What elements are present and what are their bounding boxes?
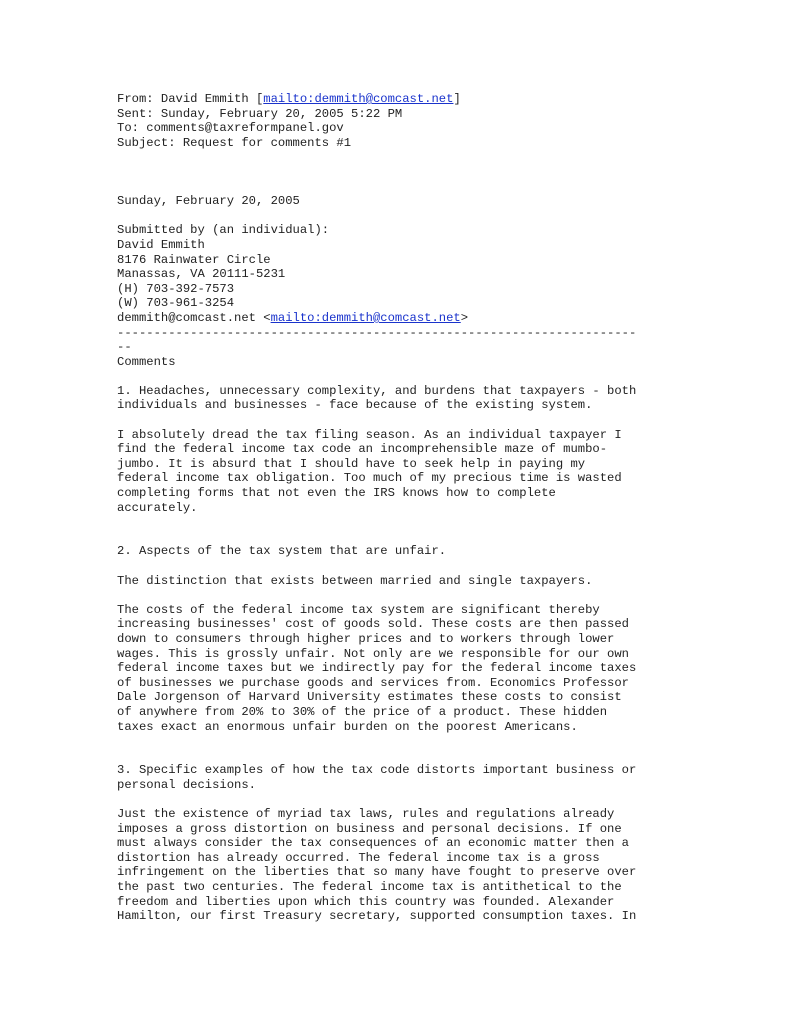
section-1-heading-line: 1. Headaches, unnecessary complexity, and burdens that taxpayers - both — [117, 383, 637, 398]
email-header — [117, 92, 757, 150]
section-2-para2-line: increasing businesses' cost of goods sold. These costs are then passed — [117, 617, 629, 632]
section-2 — [117, 544, 757, 734]
section-2-para1-line: The distinction that exists between married and single taxpayers. — [117, 573, 593, 588]
section-1-body-line: federal income tax obligation. Too much of my precious time is wasted — [117, 471, 622, 486]
section-2-para2-line: wages. This is grossly unfair. Not only are we responsible for our own — [117, 646, 629, 661]
section-2-heading-line: 2. Aspects of the tax system that are unfair. — [117, 544, 447, 559]
section-3-body-line: imposes a gross distortion on business and personal decisions. If one — [117, 821, 622, 836]
section-2-para2-line: Dale Jorgenson of Harvard University estimates these costs to consist — [117, 690, 622, 705]
date-line: Sunday, February 20, 2005 — [117, 194, 300, 209]
submitter-work-phone: (W) 703-961-3254 — [117, 296, 235, 311]
submitter-email-line: demmith@comcast.net <mailto:demmith@comcast.net> — [117, 310, 469, 325]
section-1-body-line: completing forms that not even the IRS knows how to complete — [117, 486, 556, 501]
submitter-home-phone: (H) 703-392-7573 — [117, 281, 235, 296]
section-3-body-line: must always consider the tax consequences of an economic matter then a — [117, 836, 629, 851]
from-email-link[interactable]: mailto:demmith@comcast.net — [263, 92, 454, 106]
from-line: From: David Emmith [mailto:demmith@comcast.net] — [117, 92, 461, 106]
submitter-street: 8176 Rainwater Circle — [117, 252, 271, 267]
submitter-block — [117, 223, 757, 325]
section-1-body-line: I absolutely dread the tax filing season. As an individual taxpayer I — [117, 427, 622, 442]
section-1 — [117, 384, 757, 515]
section-1-body-line: accurately. — [117, 500, 198, 515]
comments-heading: Comments — [117, 354, 176, 369]
section-3-heading-line: personal decisions. — [117, 777, 256, 792]
section-3-body-line: infringement on the liberties that so many have fought to preserve over — [117, 865, 637, 880]
submitter-label: Submitted by (an individual): — [117, 223, 330, 238]
section-2-para2-line: The costs of the federal income tax system are significant thereby — [117, 602, 600, 617]
section-2-para2-line: taxes exact an enormous unfair burden on the poorest Americans. — [117, 719, 578, 734]
email-document — [117, 92, 757, 924]
submitter-city: Manassas, VA 20111-5231 — [117, 267, 286, 282]
section-2-para2-line: down to consumers through higher prices and to workers through lower — [117, 631, 615, 646]
section-3-body-line: distortion has already occurred. The federal income tax is a gross — [117, 850, 600, 865]
section-2-para2-line: of anywhere from 20% to 30% of the price of a product. These hidden — [117, 704, 608, 719]
separator-wrap: -- — [117, 340, 132, 355]
section-1-body-line: find the federal income tax code an incomprehensible maze of mumbo- — [117, 442, 608, 457]
section-2-para2-line: federal income taxes but we indirectly pay for the federal income taxes — [117, 661, 637, 676]
section-3-body-line: Hamilton, our first Treasury secretary, supported consumption taxes. In — [117, 909, 637, 924]
sent-line: Sent: Sunday, February 20, 2005 5:22 PM — [117, 106, 403, 121]
submitter-email-link[interactable]: mailto:demmith@comcast.net — [270, 310, 461, 325]
section-1-body-line: jumbo. It is absurd that I should have to seek help in paying my — [117, 456, 586, 471]
section-2-para2-line: of businesses we purchase goods and services from. Economics Professor — [117, 675, 629, 690]
section-3-body-line: freedom and liberties upon which this country was founded. Alexander — [117, 894, 615, 909]
to-line: To: comments@taxreformpanel.gov — [117, 121, 344, 136]
section-3-heading-line: 3. Specific examples of how the tax code distorts important business or — [117, 763, 637, 778]
section-3-body-line: the past two centuries. The federal income tax is antithetical to the — [117, 880, 622, 895]
separator-line: ----------------------------------------------------------------------- — [117, 325, 637, 340]
section-1-heading-line: individuals and businesses - face because of the existing system. — [117, 398, 593, 413]
section-3-body-line: Just the existence of myriad tax laws, rules and regulations already — [117, 807, 615, 822]
submitter-name: David Emmith — [117, 237, 205, 252]
section-3 — [117, 763, 757, 924]
subject-line: Subject: Request for comments #1 — [117, 135, 352, 150]
